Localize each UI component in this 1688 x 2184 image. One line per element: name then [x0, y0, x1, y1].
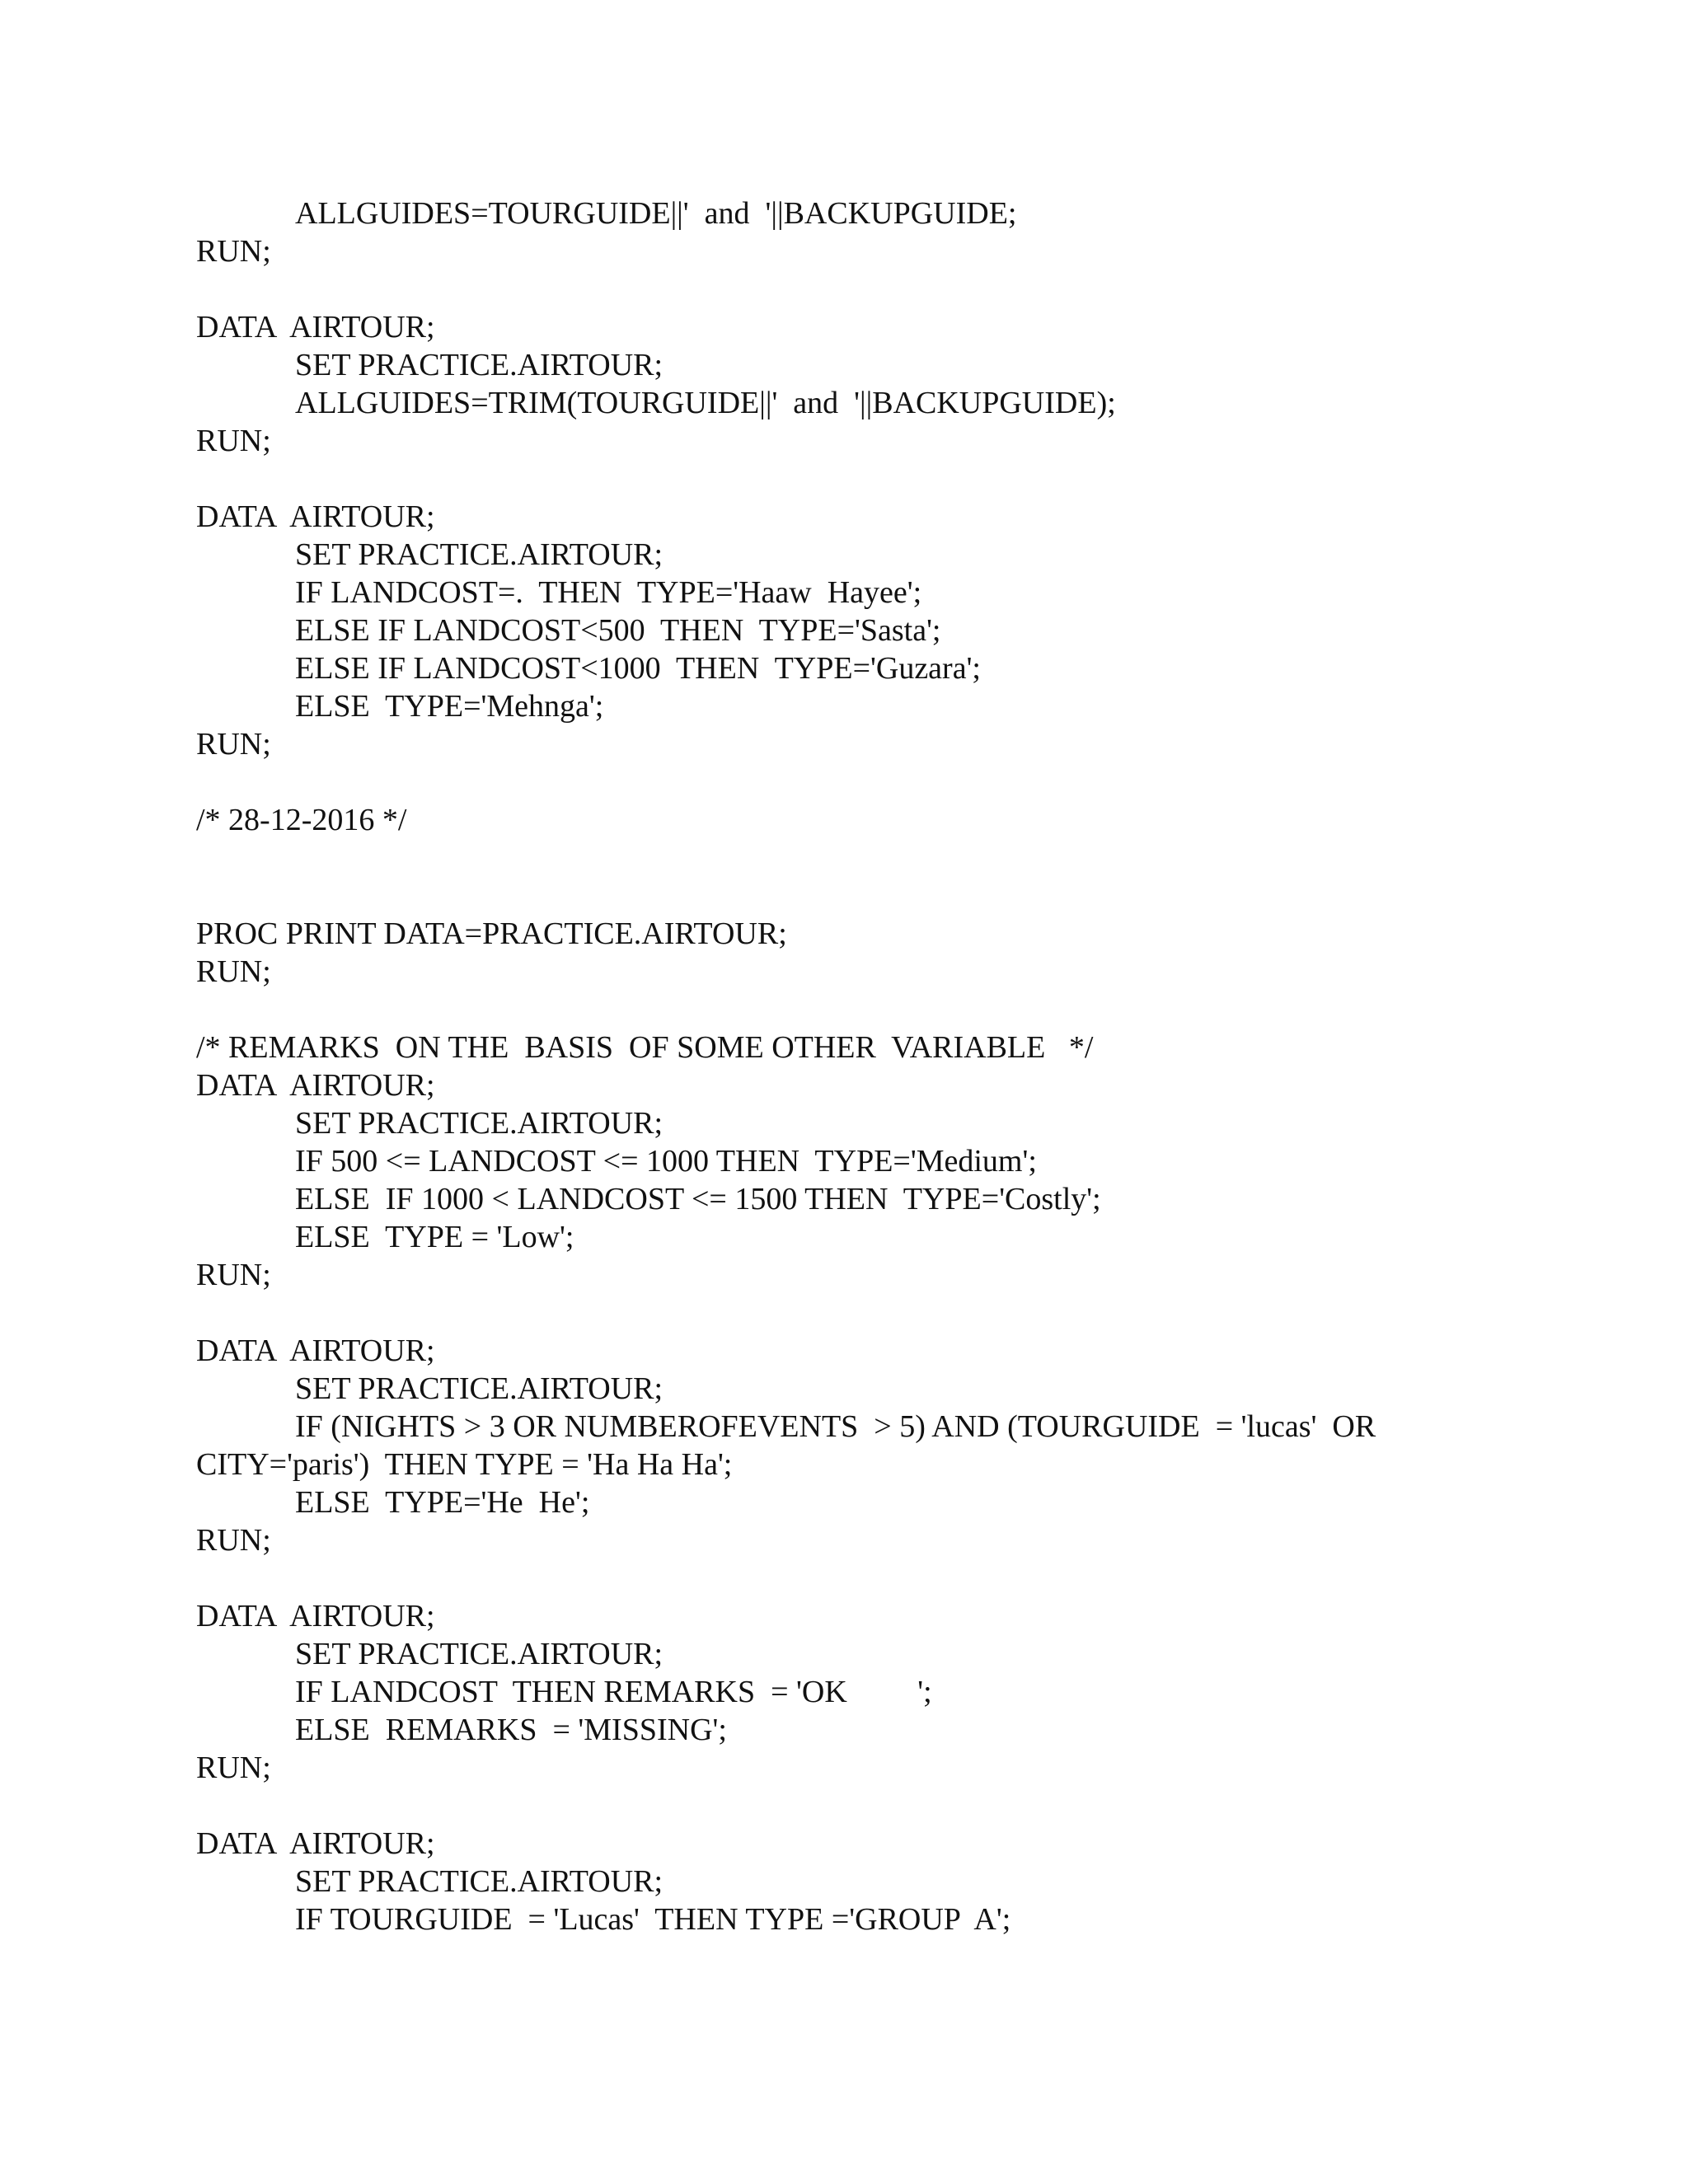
code-line: ELSE REMARKS = 'MISSING'; — [295, 1713, 727, 1747]
code-line: DATA AIRTOUR; — [196, 499, 435, 534]
blank-line — [196, 270, 1498, 308]
blank-line — [196, 1787, 1498, 1825]
code-line: RUN; — [196, 954, 271, 989]
code-line: RUN; — [196, 1750, 271, 1785]
code-line: DATA AIRTOUR; — [196, 1068, 435, 1103]
code-line: DATA AIRTOUR; — [196, 310, 435, 344]
code-line: DATA AIRTOUR; — [196, 1599, 435, 1633]
blank-line — [196, 763, 1498, 801]
code-line: ALLGUIDES=TRIM(TOURGUIDE||' and '||BACKUPGUIDE); — [295, 386, 1116, 420]
code-line: SET PRACTICE.AIRTOUR; — [295, 1371, 663, 1406]
code-line: SET PRACTICE.AIRTOUR; — [295, 1106, 663, 1141]
code-line: CITY='paris') THEN TYPE = 'Ha Ha Ha'; — [196, 1447, 733, 1482]
code-line: IF LANDCOST THEN REMARKS = 'OK '; — [295, 1675, 932, 1709]
code-line: IF 500 <= LANDCOST <= 1000 THEN TYPE='Medium'; — [295, 1144, 1037, 1179]
blank-line — [196, 991, 1498, 1029]
code-line: RUN; — [196, 424, 271, 458]
blank-line — [196, 1294, 1498, 1332]
code-line: RUN; — [196, 1258, 271, 1292]
code-line: SET PRACTICE.AIRTOUR; — [295, 537, 663, 572]
code-line: ALLGUIDES=TOURGUIDE||' and '||BACKUPGUIDE; — [295, 196, 1017, 231]
code-line: IF (NIGHTS > 3 OR NUMBEROFEVENTS > 5) AND (TOURGUIDE = 'lucas' OR — [295, 1409, 1376, 1444]
code-line: SET PRACTICE.AIRTOUR; — [295, 348, 663, 382]
sas-code-listing — [196, 194, 1498, 1938]
code-line: /* 28-12-2016 */ — [196, 803, 407, 837]
code-line: RUN; — [196, 727, 271, 762]
blank-line — [196, 1559, 1498, 1597]
code-line: ELSE IF LANDCOST<1000 THEN TYPE='Guzara'; — [295, 651, 981, 686]
code-line: RUN; — [196, 1523, 271, 1558]
code-line: IF TOURGUIDE = 'Lucas' THEN TYPE ='GROUP A'; — [295, 1902, 1011, 1937]
code-line: ELSE TYPE='He He'; — [295, 1485, 590, 1520]
blank-line — [196, 877, 1498, 915]
code-line: ELSE IF LANDCOST<500 THEN TYPE='Sasta'; — [295, 613, 941, 648]
code-line: DATA AIRTOUR; — [196, 1826, 435, 1861]
code-line: SET PRACTICE.AIRTOUR; — [295, 1864, 663, 1899]
code-line: IF LANDCOST=. THEN TYPE='Haaw Hayee'; — [295, 575, 922, 610]
blank-line — [196, 460, 1498, 498]
code-line: ELSE TYPE='Mehnga'; — [295, 689, 604, 724]
code-line: DATA AIRTOUR; — [196, 1333, 435, 1368]
code-line: ELSE IF 1000 < LANDCOST <= 1500 THEN TYPE='Costly'; — [295, 1182, 1101, 1216]
code-line: /* REMARKS ON THE BASIS OF SOME OTHER VARIABLE */ — [196, 1030, 1094, 1065]
code-line: RUN; — [196, 234, 271, 269]
code-line: PROC PRINT DATA=PRACTICE.AIRTOUR; — [196, 916, 787, 951]
code-line: ELSE TYPE = 'Low'; — [295, 1220, 574, 1254]
blank-line — [196, 839, 1498, 877]
code-line: SET PRACTICE.AIRTOUR; — [295, 1637, 663, 1671]
